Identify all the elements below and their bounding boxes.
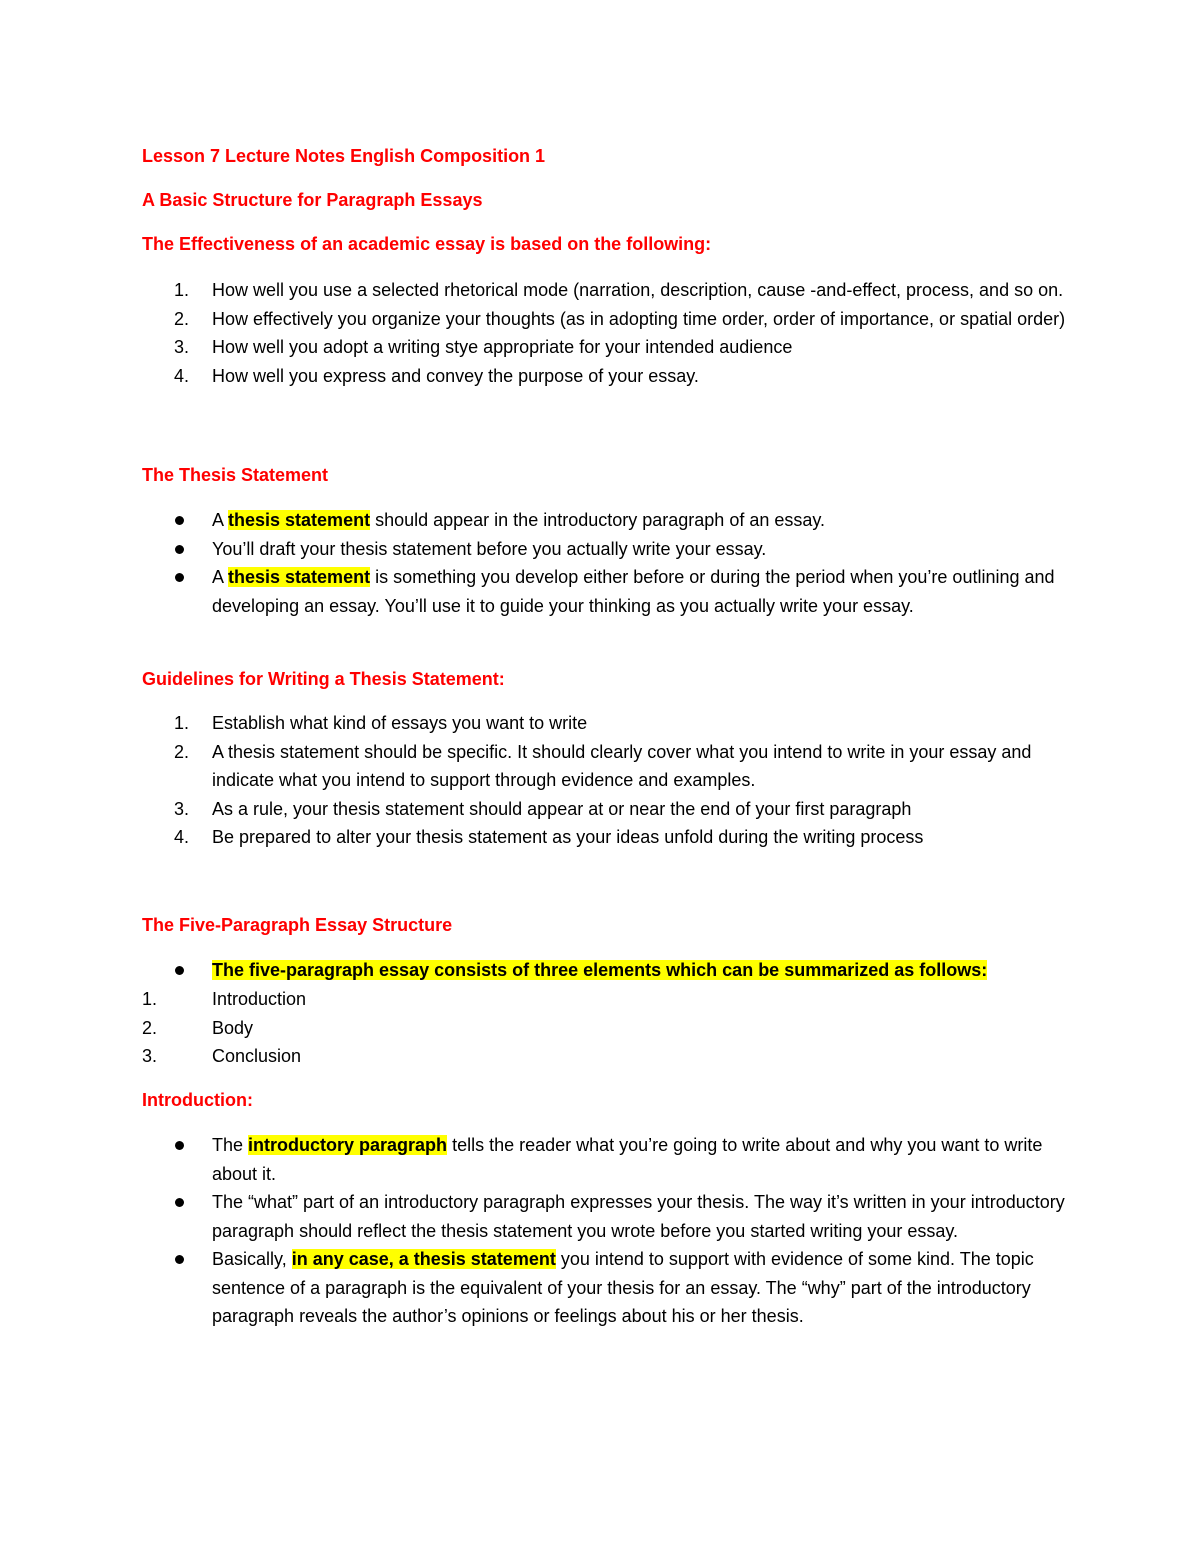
introduction-bullet-list xyxy=(142,1131,1072,1331)
list-item xyxy=(142,535,1072,564)
list-number: 3. xyxy=(142,1046,158,1066)
bullet-icon xyxy=(175,1198,184,1207)
list-item xyxy=(142,362,1072,391)
list-item-text: Introduction xyxy=(212,989,307,1009)
document-title: Lesson 7 Lecture Notes English Composition 1 xyxy=(142,146,546,166)
list-number: 2. xyxy=(142,1017,158,1038)
list-item xyxy=(142,1245,1072,1331)
list-number: 4. xyxy=(174,827,190,847)
list-item-text: Conclusion xyxy=(212,1046,302,1066)
list-number: 4. xyxy=(174,365,190,386)
list-item xyxy=(142,709,1072,738)
list-item xyxy=(142,506,1072,535)
list-item-text: How well you express and convey the purpose of your essay. xyxy=(212,365,699,386)
effectiveness-list xyxy=(142,276,1072,390)
five-paragraph-list xyxy=(142,985,1072,1071)
list-item xyxy=(142,305,1072,334)
highlighted-term: introductory paragraph xyxy=(248,1135,448,1155)
list-item-text: Establish what kind of essays you want to write xyxy=(212,713,588,733)
list-item xyxy=(142,333,1072,362)
bullet-icon xyxy=(175,545,184,554)
list-item-text: A thesis statement is something you develop either before or during the period when you’re outlining and developing an essay. You’ll use it to guide your thinking as you actually write your essay. xyxy=(212,567,1055,616)
list-item xyxy=(142,956,1072,985)
effectiveness-heading: The Effectiveness of an academic essay is based on the following: xyxy=(142,234,712,254)
highlighted-term: thesis statement xyxy=(228,510,371,530)
list-item xyxy=(142,738,1072,795)
list-item-text: How well you use a selected rhetorical mode (narration, description, cause -and-effect, process, and so on. xyxy=(212,280,1064,300)
guidelines-heading: Guidelines for Writing a Thesis Statement: xyxy=(142,669,505,689)
list-item xyxy=(142,1042,1072,1071)
thesis-bullet-list xyxy=(142,506,1072,620)
highlighted-term: thesis statement xyxy=(228,567,371,587)
list-item-text: Basically, in any case, a thesis statement you intend to support with evidence of some kind. The topic sentence of a paragraph is the equivalent of your thesis for an essay. The “why” part of the introductory paragraph reveals the author’s opinions or feelings about his or her thesis. xyxy=(212,1249,1034,1326)
bullet-icon xyxy=(175,1255,184,1264)
list-item-text: How effectively you organize your thoughts (as in adopting time order, order of importance, or spatial order) xyxy=(212,308,1066,329)
list-number: 2. xyxy=(174,308,190,329)
five-paragraph-heading: The Five-Paragraph Essay Structure xyxy=(142,915,453,935)
list-item-text: Be prepared to alter your thesis statement as your ideas unfold during the writing process xyxy=(212,827,924,847)
list-number: 1. xyxy=(142,989,158,1009)
list-item-text: Body xyxy=(212,1017,254,1038)
list-item-text: How well you adopt a writing stye appropriate for your intended audience xyxy=(212,337,793,357)
introduction-heading: Introduction: xyxy=(142,1090,253,1110)
document-subtitle: A Basic Structure for Paragraph Essays xyxy=(142,190,483,210)
thesis-heading: The Thesis Statement xyxy=(142,465,329,485)
list-item xyxy=(142,563,1072,620)
list-number: 3. xyxy=(174,337,190,357)
bullet-icon xyxy=(175,516,184,525)
bullet-icon xyxy=(175,966,184,975)
bullet-icon xyxy=(175,1141,184,1150)
five-paragraph-bullet xyxy=(142,956,1072,985)
list-number: 3. xyxy=(174,798,190,819)
list-item-text: As a rule, your thesis statement should appear at or near the end of your first paragraph xyxy=(212,798,912,819)
list-item xyxy=(142,1014,1072,1043)
list-item-text: You’ll draft your thesis statement before you actually write your essay. xyxy=(212,538,767,559)
list-item xyxy=(142,1131,1072,1188)
list-item xyxy=(142,276,1072,305)
list-item xyxy=(142,1188,1072,1245)
highlighted-statement: The five-paragraph essay consists of three elements which can be summarized as follows: xyxy=(212,960,988,980)
list-item xyxy=(142,823,1072,852)
highlighted-term: in any case, a thesis statement xyxy=(291,1249,556,1269)
bullet-icon xyxy=(175,573,184,582)
list-number: 2. xyxy=(174,741,190,762)
list-item xyxy=(142,795,1072,824)
list-item-text: The introductory paragraph tells the reader what you’re going to write about and why you want to write about it. xyxy=(212,1135,1043,1184)
list-number: 1. xyxy=(174,280,190,300)
list-item xyxy=(142,985,1072,1014)
list-number: 1. xyxy=(174,713,190,733)
guidelines-list xyxy=(142,709,1072,852)
list-item-text: A thesis statement should appear in the introductory paragraph of an essay. xyxy=(212,510,826,530)
list-item-text: A thesis statement should be specific. It should clearly cover what you intend to write in your essay and indicate what you intend to support through evidence and examples. xyxy=(212,741,1032,790)
list-item-text: The “what” part of an introductory paragraph expresses your thesis. The way it’s written in your introductory paragraph should reflect the thesis statement you wrote before you started writing your essay. xyxy=(212,1192,1065,1241)
